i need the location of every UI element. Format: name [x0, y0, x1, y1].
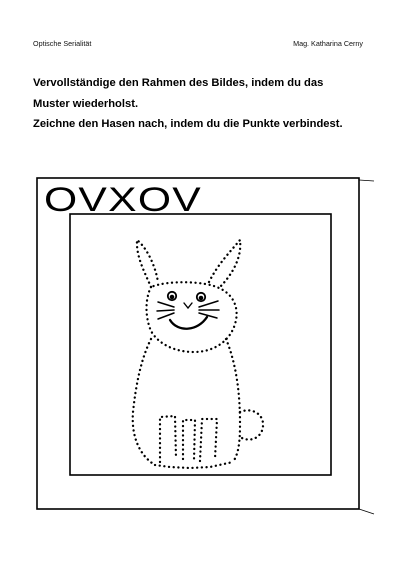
rabbit-dotted-outline — [133, 240, 263, 468]
rabbit-eye-left-pupil — [171, 296, 174, 299]
frame-pattern-start: OVXOV — [44, 181, 202, 219]
rabbit-whiskers-right — [199, 301, 219, 318]
inner-frame — [70, 214, 331, 475]
instruction-connect-dots: Zeichne den Hasen nach, indem du die Punkte verbindest. — [33, 118, 343, 130]
rabbit-mouth — [170, 317, 207, 329]
instruction-frame-pattern: Vervollständige den Rahmen des Bildes, indem du das Muster wiederholst. — [33, 77, 324, 110]
rabbit-eye-right-pupil — [200, 297, 203, 300]
rabbit-whiskers-left — [157, 302, 174, 319]
frame-extension-line — [359, 180, 374, 181]
frame-extension-line — [359, 509, 374, 514]
rabbit-nose — [184, 303, 192, 308]
header-author: Mag. Katharina Cerny — [293, 39, 363, 48]
outer-frame — [37, 178, 359, 509]
rabbit-face — [157, 292, 219, 329]
header-subject: Optische Serialität — [33, 39, 92, 48]
